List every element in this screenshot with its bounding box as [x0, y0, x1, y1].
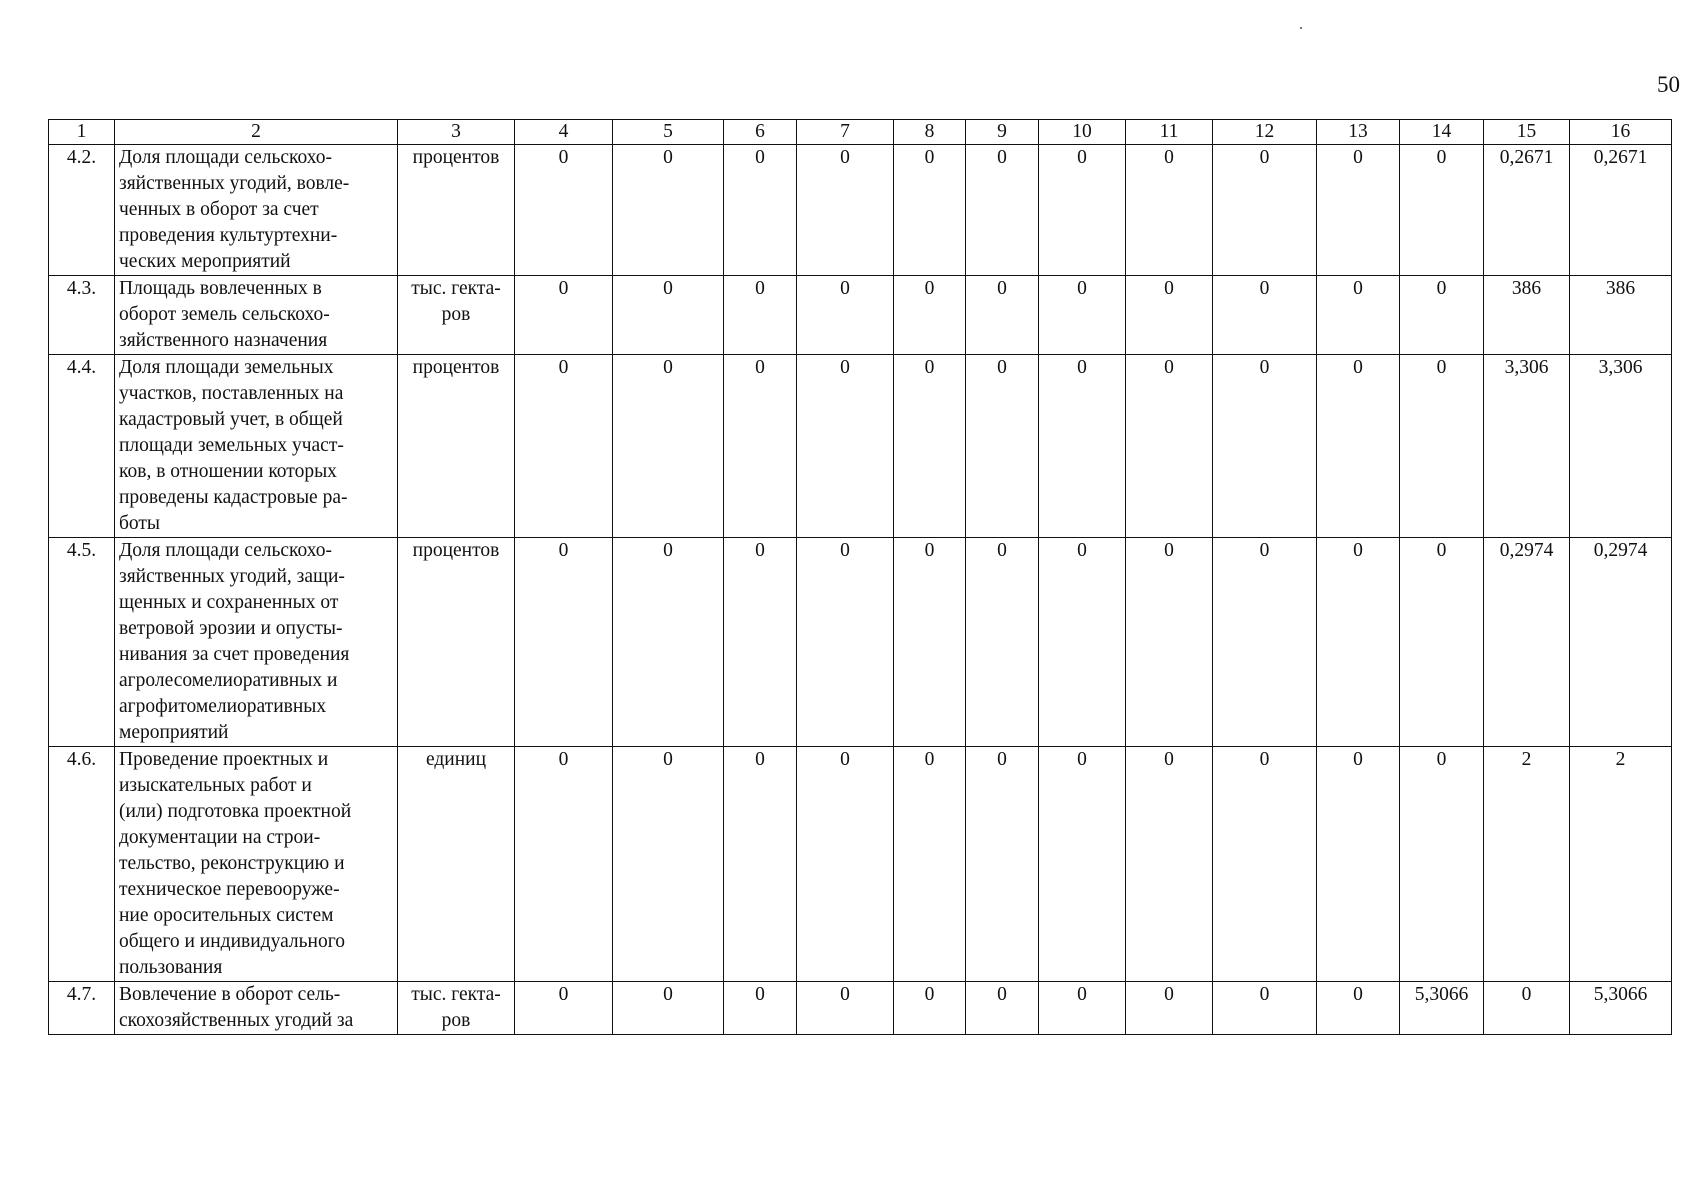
indicator-name-line: нивания за счет проведения — [119, 644, 350, 665]
value-cell: 0,2974 — [1570, 538, 1672, 747]
value-cell: 0 — [966, 538, 1039, 747]
unit-of-measure — [398, 747, 515, 982]
row-number: 4.4. — [49, 355, 115, 538]
value-cell: 0 — [797, 355, 894, 538]
column-header: 13 — [1317, 120, 1400, 145]
indicator-name-line: Площадь вовлеченных в — [119, 278, 322, 299]
value-cell: 0 — [1213, 747, 1317, 982]
indicator-name — [115, 982, 398, 1035]
indicator-name-line: ченных в оборот за счет — [119, 199, 319, 220]
value-cell: 0 — [1126, 982, 1213, 1035]
value-cell: 0 — [613, 982, 724, 1035]
value-cell: 0 — [613, 145, 724, 276]
value-cell: 0 — [894, 747, 966, 982]
unit-line: ров — [441, 304, 471, 325]
column-header: 5 — [613, 120, 724, 145]
column-header: 3 — [398, 120, 515, 145]
table-row — [49, 276, 1672, 355]
value-cell: 0,2671 — [1570, 145, 1672, 276]
value-cell: 0 — [894, 538, 966, 747]
value-cell: 0 — [1039, 538, 1126, 747]
column-header: 14 — [1400, 120, 1484, 145]
unit-line: тыс. гекта- — [411, 984, 501, 1005]
value-cell: 0 — [966, 276, 1039, 355]
value-cell: 0 — [613, 538, 724, 747]
column-header: 12 — [1213, 120, 1317, 145]
table-row — [49, 982, 1672, 1035]
indicator-name-line: Доля площади сельскохо- — [119, 147, 333, 168]
unit-of-measure — [398, 982, 515, 1035]
value-cell: 0 — [724, 355, 797, 538]
value-cell: 0 — [1213, 276, 1317, 355]
indicator-name-line: боты — [119, 513, 161, 534]
unit-line: ров — [441, 1010, 471, 1031]
indicator-name-line: зяйственных угодий, вовле- — [119, 173, 350, 194]
column-header: 4 — [515, 120, 613, 145]
value-cell: 0 — [724, 276, 797, 355]
indicator-name-line: кадастровый учет, в общей — [119, 409, 343, 430]
value-cell: 0 — [966, 982, 1039, 1035]
column-header: 11 — [1126, 120, 1213, 145]
value-cell: 0 — [1317, 145, 1400, 276]
value-cell: 0,2671 — [1484, 145, 1570, 276]
value-cell: 0 — [1400, 747, 1484, 982]
value-cell: 0 — [1126, 747, 1213, 982]
indicator-name-line: агролесомелиоративных и — [119, 670, 338, 691]
page-number: 50 — [1657, 72, 1680, 97]
row-number: 4.6. — [49, 747, 115, 982]
indicator-name-line: площади земельных участ- — [119, 435, 344, 456]
indicator-name-line: документации на строи- — [119, 827, 321, 848]
indicator-name-line: ков, в отношении которых — [119, 461, 337, 482]
unit-line: процентов — [412, 357, 500, 378]
indicator-name — [115, 538, 398, 747]
value-cell: 0 — [515, 145, 613, 276]
indicator-name — [115, 355, 398, 538]
indicator-name-line: техническое перевооруже- — [119, 879, 340, 900]
value-cell: 0 — [1213, 355, 1317, 538]
value-cell: 0 — [1126, 355, 1213, 538]
column-header: 2 — [115, 120, 398, 145]
value-cell: 0 — [797, 145, 894, 276]
table-row — [49, 355, 1672, 538]
unit-line: процентов — [412, 147, 500, 168]
value-cell: 2 — [1570, 747, 1672, 982]
indicator-name-line: Проведение проектных и — [119, 749, 329, 770]
row-number: 4.2. — [49, 145, 115, 276]
indicator-name-line: общего и индивидуального — [119, 931, 345, 952]
value-cell: 0 — [1317, 355, 1400, 538]
value-cell: 0 — [966, 355, 1039, 538]
value-cell: 0 — [1126, 276, 1213, 355]
value-cell: 0 — [797, 747, 894, 982]
value-cell: 0 — [1400, 538, 1484, 747]
value-cell: 0 — [1039, 145, 1126, 276]
unit-line: тыс. гекта- — [411, 278, 501, 299]
value-cell: 0 — [1317, 276, 1400, 355]
value-cell: 0 — [894, 276, 966, 355]
value-cell: 0 — [1400, 276, 1484, 355]
value-cell: 0 — [515, 747, 613, 982]
unit-of-measure — [398, 145, 515, 276]
value-cell: 0 — [515, 982, 613, 1035]
indicator-name-line: щенных и сохраненных от — [119, 592, 339, 613]
indicator-name-line: агрофитомелиоративных — [119, 696, 327, 717]
value-cell: 0 — [1317, 982, 1400, 1035]
value-cell: 5,3066 — [1570, 982, 1672, 1035]
value-cell: 0 — [724, 538, 797, 747]
column-header: 16 — [1570, 120, 1672, 145]
value-cell: 0 — [894, 145, 966, 276]
column-header: 15 — [1484, 120, 1570, 145]
value-cell: 0 — [1126, 538, 1213, 747]
value-cell: 0 — [1039, 276, 1126, 355]
value-cell: 0 — [515, 276, 613, 355]
column-header: 7 — [797, 120, 894, 145]
row-number: 4.5. — [49, 538, 115, 747]
value-cell: 0 — [1317, 538, 1400, 747]
indicator-name — [115, 747, 398, 982]
value-cell: 0 — [894, 355, 966, 538]
indicator-name-line: мероприятий — [119, 722, 229, 743]
row-number: 4.7. — [49, 982, 115, 1035]
value-cell: 0 — [515, 538, 613, 747]
indicator-name-line: оборот земель сельскохо- — [119, 304, 330, 325]
value-cell: 0 — [1039, 355, 1126, 538]
indicator-name-line: участков, поставленных на — [119, 383, 344, 404]
value-cell: 0 — [724, 145, 797, 276]
value-cell: 0 — [724, 982, 797, 1035]
indicator-name — [115, 145, 398, 276]
value-cell: 0 — [797, 538, 894, 747]
unit-line: процентов — [412, 540, 500, 561]
value-cell: 0 — [1213, 145, 1317, 276]
indicator-name-line: Вовлечение в оборот сель- — [119, 984, 341, 1005]
value-cell: 0 — [894, 982, 966, 1035]
value-cell: 386 — [1570, 276, 1672, 355]
value-cell: 3,306 — [1484, 355, 1570, 538]
column-header: 1 — [49, 120, 115, 145]
value-cell: 0 — [1126, 145, 1213, 276]
value-cell: 0 — [1484, 982, 1570, 1035]
unit-of-measure — [398, 538, 515, 747]
table-row — [49, 145, 1672, 276]
value-cell: 0 — [613, 355, 724, 538]
value-cell: 386 — [1484, 276, 1570, 355]
indicator-name-line: ние оросительных систем — [119, 905, 334, 926]
value-cell: 0 — [1400, 145, 1484, 276]
indicator-name-line: проведения культуртехни- — [119, 225, 338, 246]
value-cell: 0 — [966, 747, 1039, 982]
column-number-header-row — [49, 120, 1672, 145]
table-row — [49, 747, 1672, 982]
indicator-name-line: изыскательных работ и — [119, 775, 312, 796]
value-cell: 5,3066 — [1400, 982, 1484, 1035]
indicator-name-line: зяйственных угодий, защи- — [119, 566, 345, 587]
column-header: 6 — [724, 120, 797, 145]
indicator-name-line: тельство, реконструкцию и — [119, 853, 345, 874]
indicator-name-line: скохозяйственных угодий за — [119, 1010, 354, 1031]
value-cell: 0 — [724, 747, 797, 982]
value-cell: 0 — [515, 355, 613, 538]
row-number: 4.3. — [49, 276, 115, 355]
indicator-name-line: зяйственного назначения — [119, 330, 328, 351]
indicator-name-line: (или) подготовка проектной — [119, 801, 352, 822]
indicator-name-line: ветровой эрозии и опусты- — [119, 618, 343, 639]
value-cell: 0 — [1400, 355, 1484, 538]
unit-of-measure — [398, 355, 515, 538]
value-cell: 0 — [1317, 747, 1400, 982]
value-cell: 0,2974 — [1484, 538, 1570, 747]
value-cell: 0 — [797, 276, 894, 355]
indicator-name-line: ческих мероприятий — [119, 251, 291, 272]
column-header: 8 — [894, 120, 966, 145]
value-cell: 0 — [1213, 538, 1317, 747]
indicator-name-line: проведены кадастровые ра- — [119, 487, 348, 508]
value-cell: 0 — [613, 276, 724, 355]
table-body — [49, 145, 1672, 1035]
column-header: 10 — [1039, 120, 1126, 145]
scan-speck — [1300, 27, 1302, 29]
indicator-name-line: пользования — [119, 957, 223, 978]
value-cell: 0 — [797, 982, 894, 1035]
value-cell: 3,306 — [1570, 355, 1672, 538]
indicator-name-line: Доля площади земельных — [119, 357, 334, 378]
indicators-table — [48, 119, 1672, 1035]
unit-line: единиц — [425, 749, 487, 770]
indicator-name — [115, 276, 398, 355]
value-cell: 0 — [613, 747, 724, 982]
value-cell: 0 — [1039, 747, 1126, 982]
value-cell: 2 — [1484, 747, 1570, 982]
value-cell: 0 — [1039, 982, 1126, 1035]
table-row — [49, 538, 1672, 747]
indicator-name-line: Доля площади сельскохо- — [119, 540, 333, 561]
value-cell: 0 — [966, 145, 1039, 276]
unit-of-measure — [398, 276, 515, 355]
value-cell: 0 — [1213, 982, 1317, 1035]
column-header: 9 — [966, 120, 1039, 145]
